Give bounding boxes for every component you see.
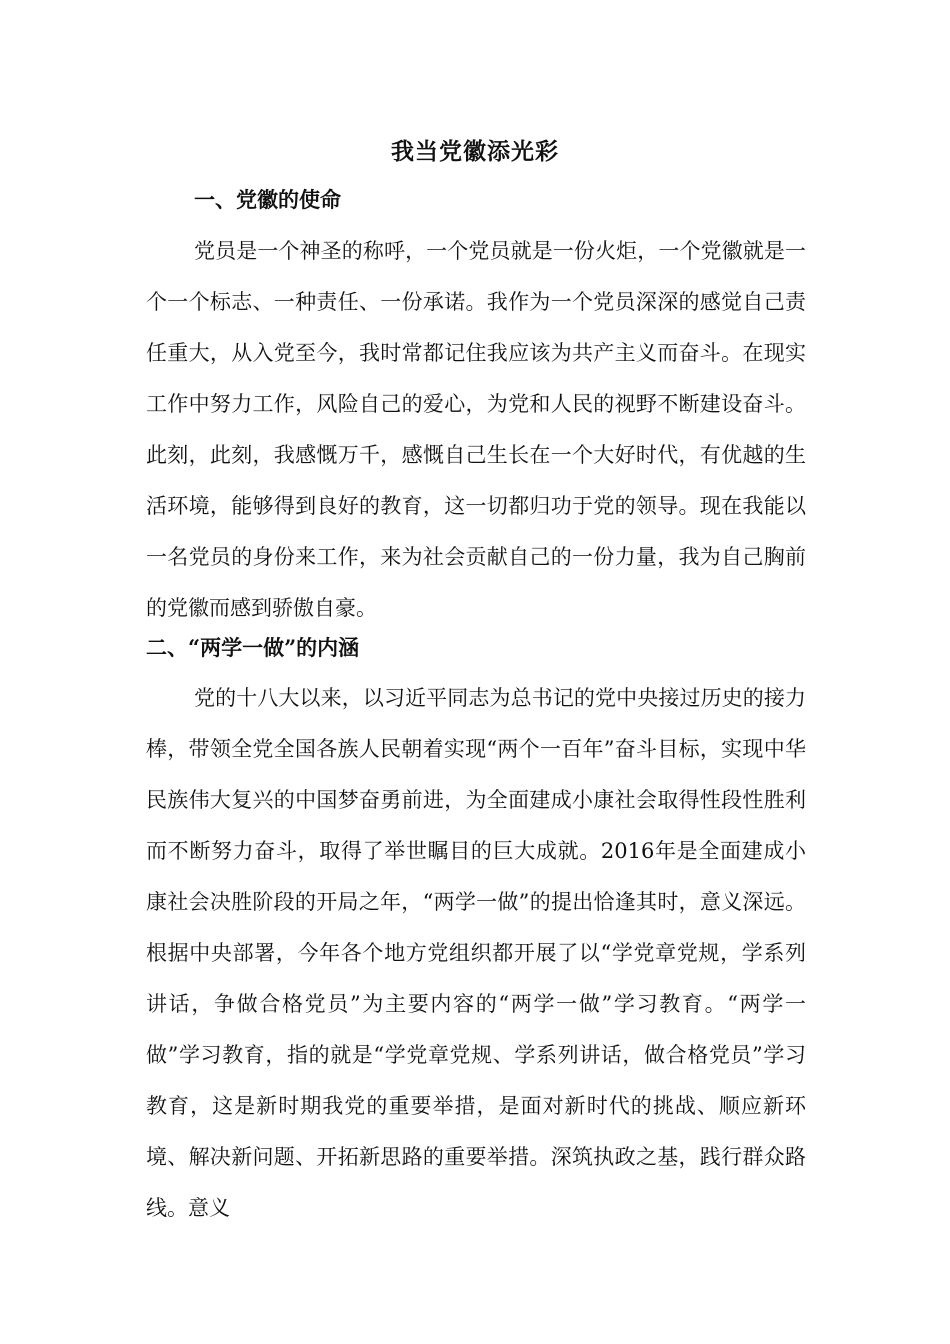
section-paragraph-two-study-one-do: 党的十八大以来，以习近平同志为总书记的党中央接过历史的接力棒，带领全党全国各族人民朝着实现“两个一百年”奋斗目标，实现中华民族伟大复兴的中国梦奋勇前进，为全面建成小康社会取得性段性胜利而不断努力奋斗，取得了举世瞩目的巨大成就。2016年是全面建成小康社会决胜阶段的开局之年，“两学一做”的提出恰逢其时，意义深远。根据中央部署，今年各个地方党组织都开展了以“学党章党规，学系列讲话，争做合格党员”为主要内容的“两学一做”学习教育。“两学一做”学习教育，指的就是“学党章党规、学系列讲话，做合格党员”学习教育，这是新时期我党的重要举措，是面对新时代的挑战、顺应新环境、解决新问题、开拓新思路的重要举措。深筑执政之基，践行群众路线。意义	[146, 686, 806, 1220]
section-heading-two-study-one-do: 二、“两学一做”的内涵	[146, 635, 360, 660]
section-paragraph-mission: 党员是一个神圣的称呼，一个党员就是一份火炬，一个党徽就是一个一个标志、一种责任、一份承诺。我作为一个党员深深的感觉自己责任重大，从入党至今，我时常都记住我应该为共产主义而奋斗。在现实工作中努力工作，风险自己的爱心，为党和人民的视野不断建设奋斗。此刻，此刻，我感慨万千，感慨自己生长在一个大好时代，有优越的生活环境，能够得到良好的教育，这一切都归功于党的领导。现在我能以一名党员的身份来工作，来为社会贡献自己的一份力量，我为自己胸前的党徽而感到骄傲自豪。	[146, 239, 806, 620]
document-title: 我当党徽添光彩	[391, 138, 559, 165]
section-heading-mission: 一、党徽的使命	[194, 187, 341, 212]
